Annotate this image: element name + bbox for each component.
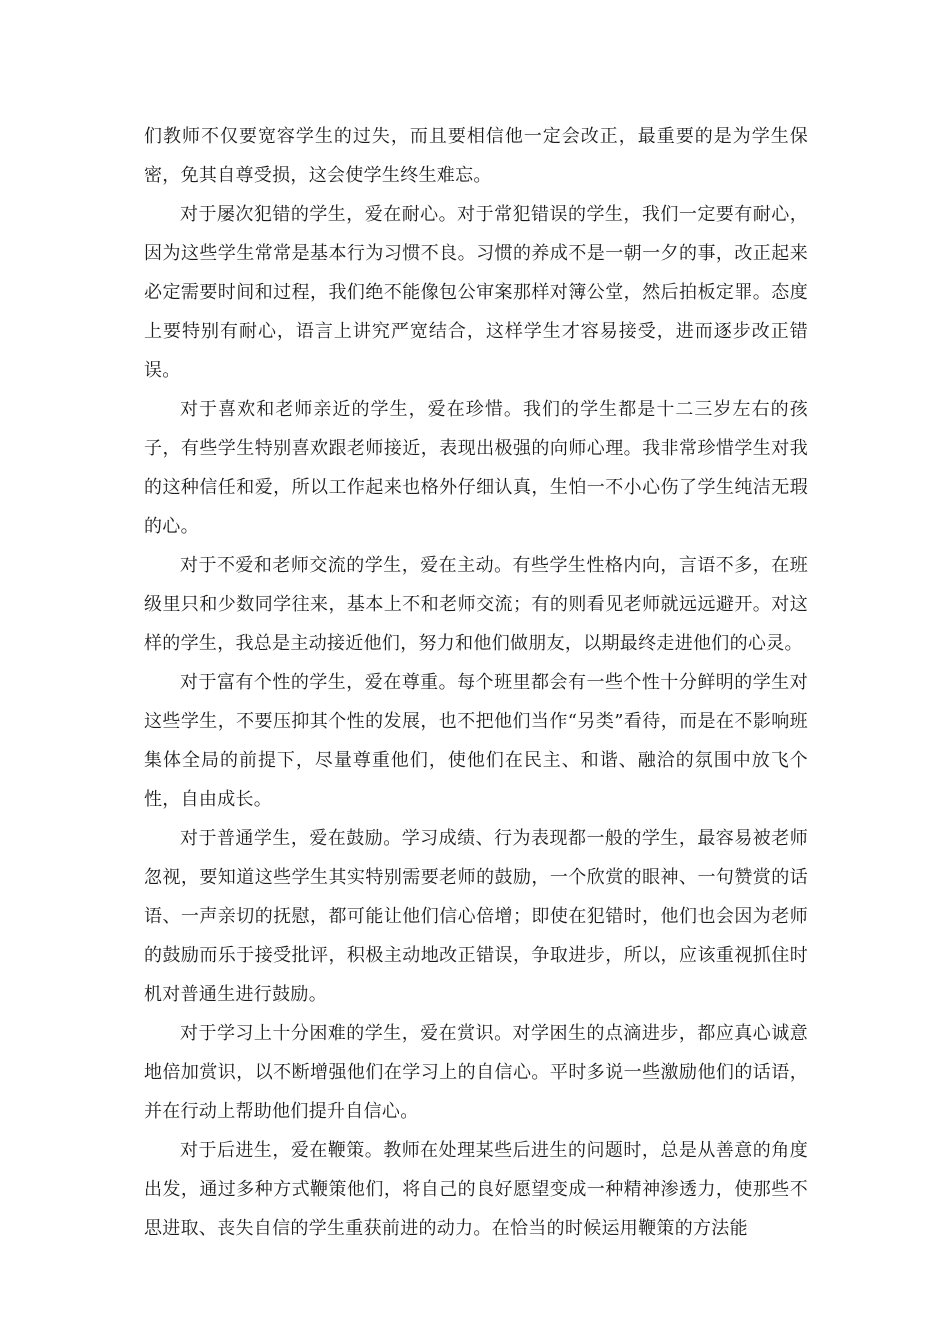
paragraph-initiative: 对于不爱和老师交流的学生，爱在主动。有些学生性格内向，言语不多，在班级里只和少数同学往来，基本上不和老师交流；有的则看见老师就远远避开。对这样的学生，我总是主动接近他们，努力和他们做朋友，以期最终走进他们的心灵。 <box>144 555 808 654</box>
paragraph-appreciate: 对于学习上十分困难的学生，爱在赏识。对学困生的点滴进步，都应真心诚意地倍加赏识，以不断增强他们在学习上的自信心。平时多说一些激励他们的话语，并在行动上帮助他们提升自信心。 <box>144 1023 808 1122</box>
paragraph-spur: 对于后进生，爱在鞭策。教师在处理某些后进生的问题时，总是从善意的角度出发，通过多种方式鞭策他们，将自己的良好愿望变成一种精神渗透力，使那些不思进取、丧失自信的学生重获前进的动力。在恰当的时候运用鞭策的方法能 <box>144 1140 808 1239</box>
paragraph-encourage: 对于普通学生，爱在鼓励。学习成绩、行为表现都一般的学生，最容易被老师忽视，要知道这些学生其实特别需要老师的鼓励，一个欣赏的眼神、一句赞赏的话语、一声亲切的抚慰，都可能让他们信心倍增；即使在犯错时，他们也会因为老师的鼓励而乐于接受批评，积极主动地改正错误，争取进步，所以，应该重视抓住时机对普通生进行鼓励。 <box>144 828 808 1005</box>
paragraph-continuation: 们教师不仅要宽容学生的过失，而且要相信他一定会改正，最重要的是为学生保密，免其自尊受损，这会使学生终生难忘。 <box>144 126 808 186</box>
paragraph-cherish: 对于喜欢和老师亲近的学生，爱在珍惜。我们的学生都是十二三岁左右的孩子，有些学生特别喜欢跟老师接近，表现出极强的向师心理。我非常珍惜学生对我的这种信任和爱，所以工作起来也格外仔细认真，生怕一不小心伤了学生纯洁无瑕的心。 <box>144 399 808 537</box>
paragraph-patience: 对于屡次犯错的学生，爱在耐心。对于常犯错误的学生，我们一定要有耐心，因为这些学生常常是基本行为习惯不良。习惯的养成不是一朝一夕的事，改正起来必定需要时间和过程，我们绝不能像包公审案那样对簿公堂，然后拍板定罪。态度上要特别有耐心，语言上讲究严宽结合，这样学生才容易接受，进而逐步改正错误。 <box>144 204 808 381</box>
paragraph-respect: 对于富有个性的学生，爱在尊重。每个班里都会有一些个性十分鲜明的学生对这些学生，不要压抑其个性的发展，也不把他们当作“另类”看待，而是在不影响班集体全局的前提下，尽量尊重他们，使他们在民主、和谐、融洽的氛围中放飞个性，自由成长。 <box>144 672 808 810</box>
document-body <box>144 117 808 1248</box>
